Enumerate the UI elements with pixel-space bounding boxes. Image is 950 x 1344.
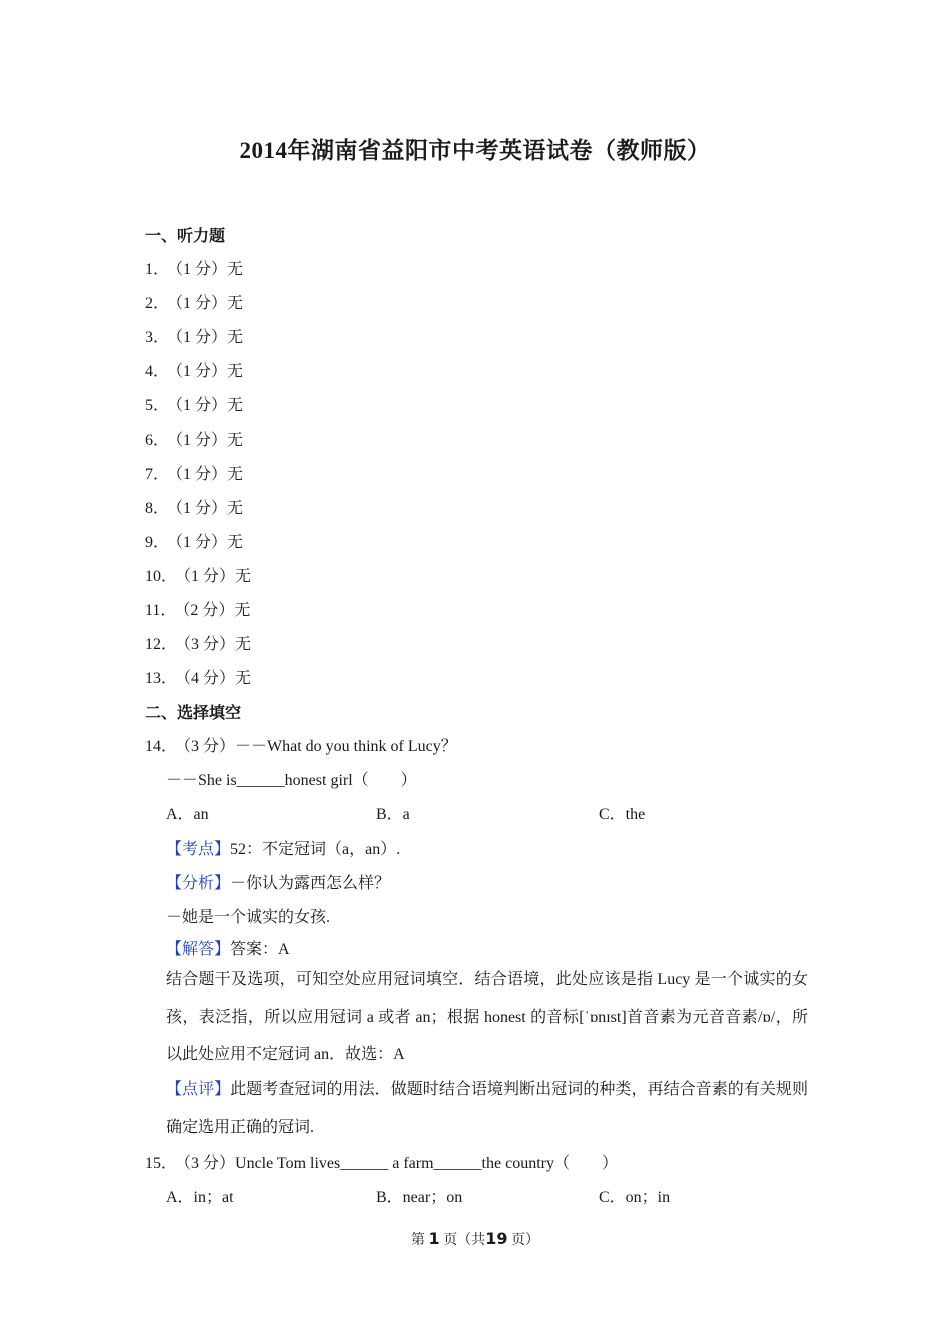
question-stem: （3 分）Uncle Tom lives______ a farm______the country（ ） (183, 1155, 618, 1172)
question-number: 5． (145, 397, 170, 415)
dianping-text: 此题考查冠词的用法．做题时结合语境判断出冠词的种类，再结合音素的有关规则确定选用正确的冠词. (166, 1081, 808, 1136)
kaodian-line (166, 836, 400, 859)
listening-item (145, 290, 243, 313)
listening-item (145, 461, 243, 484)
question-text: （4 分）无 (183, 670, 252, 688)
question-text: （1 分）无 (175, 261, 244, 278)
footer-total-pages: 19 (485, 1229, 508, 1248)
listening-item (145, 665, 251, 688)
question-text: （1 分）无 (175, 499, 244, 517)
listening-item (145, 495, 243, 518)
explanation-paragraph: 结合题干及选项，可知空处应用冠词填空．结合语境，此处应该是指 Lucy 是一个诚实的女孩，表泛指，所以应用冠词 a 或者 an；根据 honest 的音标[ˈɒnɪst]首音素为元音音素/ɒ/，所以此处应用不定冠词 an．故选：A (166, 971, 808, 1063)
question-number: 10． (145, 567, 178, 585)
option-a: A．in；at (166, 1189, 234, 1206)
option-b: B．a (376, 806, 410, 823)
kaodian-text: 52：不定冠词（a，an）. (230, 841, 401, 858)
footer-middle: 页（共 (443, 1233, 486, 1248)
question-text: （1 分）无 (175, 329, 244, 347)
question-text: （3 分）无 (183, 636, 252, 654)
question-text: （1 分）无 (175, 397, 244, 415)
listening-item (145, 392, 243, 415)
section-heading-choice: 二、选择填空 (145, 705, 242, 722)
listening-item (145, 529, 243, 552)
kaodian-label: 【考点】 (166, 841, 231, 858)
option-c: C．the (599, 806, 646, 823)
question-15 (145, 1150, 618, 1173)
listening-item (145, 563, 251, 586)
question-text: （1 分）无 (175, 363, 244, 381)
page-footer (0, 1229, 950, 1249)
fenxi-text: －你认为露西怎么样？ (230, 875, 391, 892)
fenxi-line (166, 870, 390, 893)
question-number: 4． (145, 363, 170, 381)
jieda-label: 【解答】 (166, 941, 231, 958)
question-number: 13． (145, 670, 178, 688)
listening-item (145, 358, 243, 381)
fenxi-label: 【分析】 (166, 875, 231, 892)
question-14 (145, 733, 457, 756)
question-text: （1 分）无 (175, 533, 244, 551)
question-text: （1 分）无 (175, 431, 244, 449)
dianping-paragraph (166, 1071, 808, 1146)
question-number: 14． (145, 738, 178, 755)
listening-item (145, 597, 250, 620)
question-number: 7． (145, 465, 170, 483)
question-number: 12． (145, 636, 178, 654)
question-text: （1 分）无 (175, 465, 244, 483)
question-stem: （3 分）－－What do you think of Lucy？ (183, 738, 457, 755)
listening-item (145, 256, 243, 279)
option-a: A．an (166, 806, 209, 823)
question-14-line2: －－She is______honest girl（ ） (166, 772, 417, 789)
question-text: （2 分）无 (182, 602, 251, 619)
jieda-text: 答案：A (230, 941, 290, 958)
jieda-line (166, 936, 290, 959)
question-number: 6． (145, 431, 170, 449)
fenxi-text-2: －她是一个诚实的女孩. (166, 909, 331, 926)
listening-item (145, 324, 243, 347)
question-number: 15． (145, 1155, 178, 1172)
question-number: 2． (145, 295, 170, 313)
option-b: B．near；on (376, 1189, 463, 1206)
question-number: 9． (145, 533, 170, 551)
footer-page-number: 1 (428, 1229, 440, 1248)
dianping-label: 【点评】 (166, 1081, 231, 1098)
question-text: （1 分）无 (183, 567, 252, 585)
question-number: 8． (145, 499, 170, 517)
section-heading-listening: 一、听力题 (145, 228, 226, 245)
question-number: 11． (145, 602, 177, 619)
page-title: 2014年湖南省益阳市中考英语试卷（教师版） (239, 138, 711, 163)
question-text: （1 分）无 (175, 295, 244, 313)
question-number: 3． (145, 329, 170, 347)
question-number: 1． (145, 261, 170, 278)
option-c: C．on；in (599, 1189, 671, 1206)
listening-item (145, 427, 243, 450)
footer-suffix: 页） (510, 1233, 539, 1248)
footer-prefix: 第 (411, 1233, 426, 1248)
listening-item (145, 631, 251, 654)
